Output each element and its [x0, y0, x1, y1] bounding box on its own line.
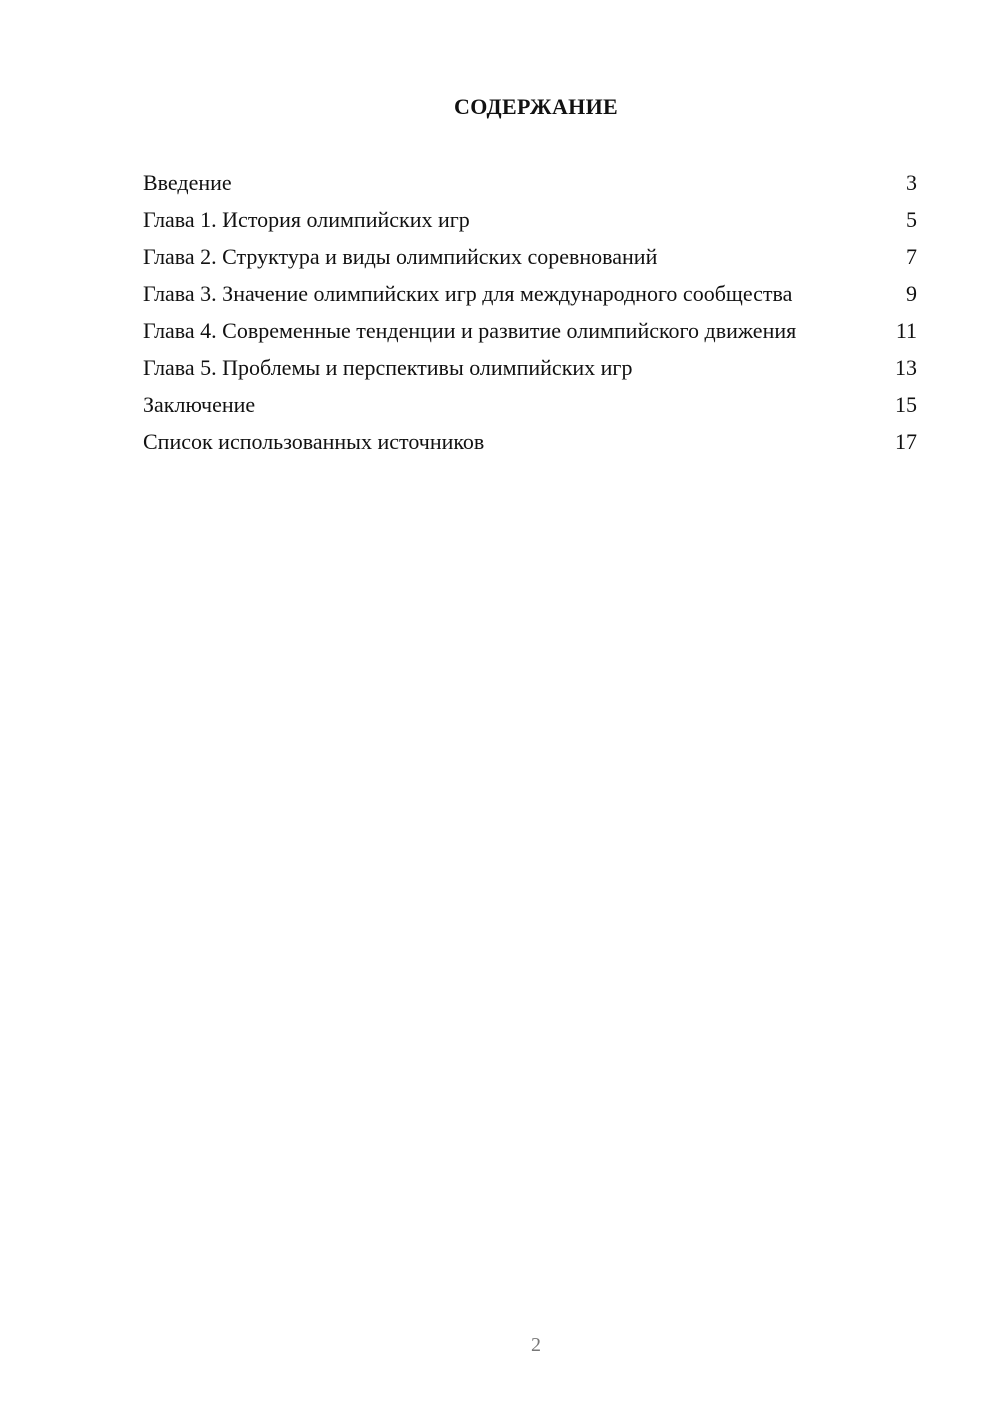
toc-entry-chapter-2 [143, 244, 919, 270]
toc-entry-references [143, 429, 919, 455]
toc-entry-page: 15 [895, 392, 917, 417]
page-number: 2 [531, 1334, 541, 1356]
toc-entry-page: 3 [906, 170, 917, 195]
toc-entry-title: Глава 1. История олимпийских игр [143, 207, 470, 232]
toc-entry-title: Глава 2. Структура и виды олимпийских соревнований [143, 244, 658, 269]
toc-entry-title: Введение [143, 170, 232, 195]
toc-entry-page: 13 [895, 355, 917, 380]
toc-entry-page: 17 [895, 429, 917, 454]
toc-entry-title: Глава 5. Проблемы и перспективы олимпийских игр [143, 355, 633, 380]
toc-entry-conclusion [143, 392, 919, 418]
toc-entry-chapter-4 [143, 318, 919, 344]
toc-entry-title: Заключение [143, 392, 256, 417]
toc-entry-page: 7 [906, 244, 917, 269]
toc-entry-chapter-1 [143, 207, 919, 233]
toc-entry-page: 5 [906, 207, 917, 232]
toc-entry-title: Список использованных источников [143, 429, 485, 454]
toc-entry-chapter-3 [143, 281, 919, 307]
toc-entry-title: Глава 3. Значение олимпийских игр для международного сообщества [143, 281, 793, 306]
toc-entry-title: Глава 4. Современные тенденции и развитие олимпийского движения [143, 318, 797, 343]
table-of-contents [143, 170, 919, 466]
page-title: СОДЕРЖАНИЕ [454, 94, 618, 119]
toc-entry-introduction [143, 170, 919, 196]
toc-entry-page: 9 [906, 281, 917, 306]
toc-entry-page: 11 [895, 318, 917, 343]
toc-entry-chapter-5 [143, 355, 919, 381]
